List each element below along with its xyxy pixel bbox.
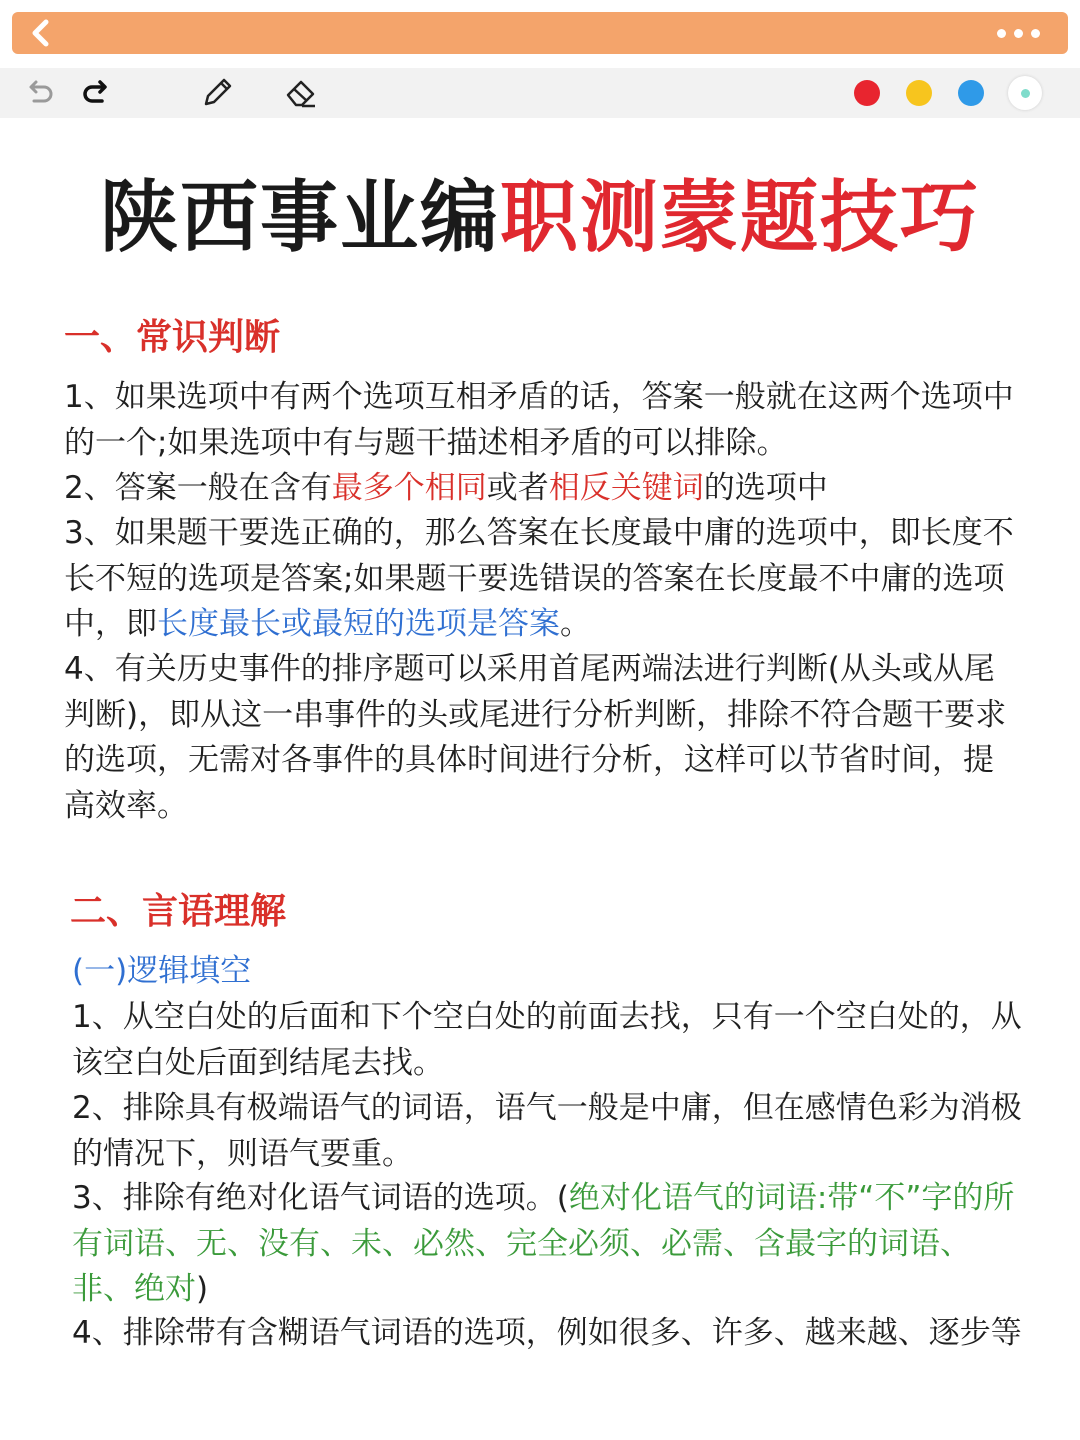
paragraph-2-4: 4、排除带有含糊语气词语的选项，例如很多、许多、越来越、逐步等 <box>72 1315 1022 1351</box>
paragraph-1-3: 3、如果题干要选正确的，那么答案在长度最中庸的选项中，即长度不长不短的选项是答案;如果题干要选错误的答案在长度最不中庸的选项中，即长度最长或最短的选项是答案。 <box>64 515 1014 642</box>
title-red: 职测蒙题技巧 <box>500 173 981 263</box>
paragraph-1-2: 2、答案一般在含有最多个相同或者相反关键词的选项中 <box>64 470 828 506</box>
blue-color-swatch[interactable] <box>958 80 984 106</box>
more-icon[interactable] <box>997 29 1040 38</box>
highlight-absolute-words: 绝对化语气的词语:带“不”字的所有词语、无、没有、未、必然、完全必须、必需、含最字的词语、非、绝对 <box>72 1180 1015 1307</box>
eraser-icon[interactable] <box>284 76 318 110</box>
subheading-logic-fill: (一)逻辑填空 <box>72 953 252 989</box>
section-heading-verbal: 二、言语理解 <box>70 891 287 932</box>
red-color-swatch[interactable] <box>854 80 880 106</box>
highlight-opposite-keywords: 相反关键词 <box>548 470 704 506</box>
highlight-most-same: 最多个相同 <box>331 470 487 506</box>
section-heading-common-sense: 一、常识判断 <box>64 317 281 358</box>
drawing-toolbar <box>0 68 1080 118</box>
undo-icon[interactable] <box>22 76 56 110</box>
back-arrow-icon[interactable] <box>26 18 56 48</box>
paragraph-2-2: 2、排除具有极端语气的词语，语气一般是中庸，但在感情色彩为消极的情况下，则语气要重。 <box>72 1090 1022 1172</box>
yellow-color-swatch[interactable] <box>906 80 932 106</box>
pencil-icon[interactable] <box>200 76 234 110</box>
highlight-longest-shortest: 长度最长或最短的选项是答案 <box>157 606 560 642</box>
page-title <box>0 168 1080 268</box>
paragraph-2-1: 1、从空白处的后面和下个空白处的前面去找，只有一个空白处的，从该空白处后面到结尾去找。 <box>72 999 1022 1081</box>
paragraph-2-3: 3、排除有绝对化语气词语的选项。(绝对化语气的词语:带“不”字的所有词语、无、没有、未、必然、完全必须、必需、含最字的词语、非、绝对) <box>72 1180 1015 1307</box>
paragraph-1-4: 4、有关历史事件的排序题可以采用首尾两端法进行判断(从头或从尾判断)，即从这一串事件的头或尾进行分析判断，排除不符合题干要求的选项，无需对各事件的具体时间进行分析，这样可以节省时间，提高效率。 <box>64 651 1007 824</box>
title-black: 陕西事业编 <box>99 173 500 263</box>
redo-icon[interactable] <box>80 76 114 110</box>
teal-color-swatch[interactable] <box>1008 76 1042 110</box>
top-bar <box>12 12 1068 54</box>
paragraph-1-1: 1、如果选项中有两个选项互相矛盾的话，答案一般就在这两个选项中的一个;如果选项中有与题干描述相矛盾的可以排除。 <box>64 379 1014 461</box>
